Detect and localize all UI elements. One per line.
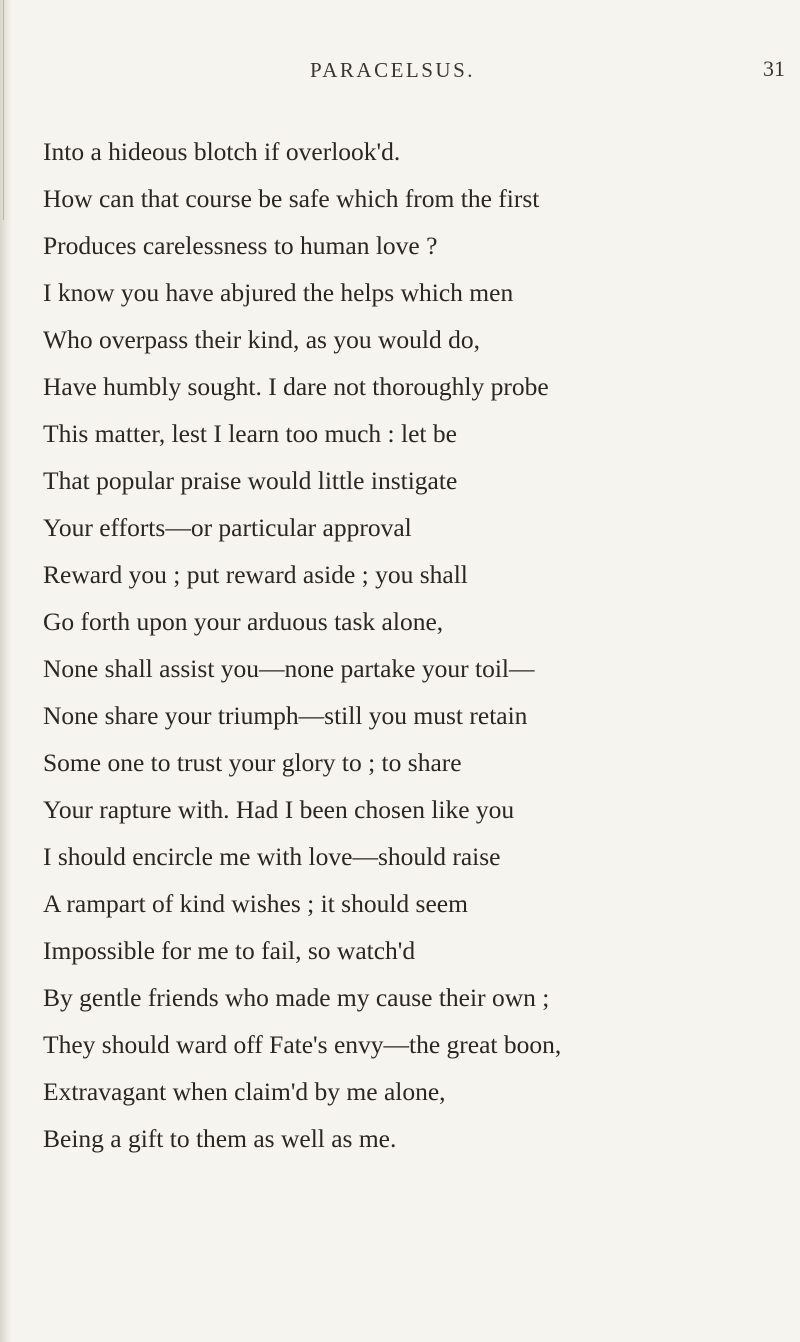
poem-line: Produces carelessness to human love ? (43, 231, 438, 260)
poem-line: Reward you ; put reward aside ; you shall (43, 560, 468, 589)
poem-line: Your rapture with. Had I been chosen like you (43, 795, 515, 824)
running-head (0, 58, 800, 88)
poem-line: That popular praise would little instigate (43, 466, 458, 495)
poem-text (43, 128, 561, 1162)
poem-line: By gentle friends who made my cause their own ; (43, 983, 550, 1012)
poem-line: I should encircle me with love—should raise (43, 842, 501, 871)
poem-line: Your efforts—or particular approval (43, 513, 412, 542)
page-edge (0, 0, 12, 1342)
poem-line: Extravagant when claim'd by me alone, (43, 1077, 446, 1106)
poem-line: Impossible for me to fail, so watch'd (43, 936, 416, 965)
running-title: PARACELSUS. (310, 58, 476, 82)
poem-line: Being a gift to them as well as me. (43, 1124, 397, 1153)
poem-line: Some one to trust your glory to ; to share (43, 748, 462, 777)
poem-line: I know you have abjured the helps which men (43, 278, 514, 307)
poem-line: How can that course be safe which from the first (43, 184, 540, 213)
poem-line: Who overpass their kind, as you would do, (43, 325, 480, 354)
poem-line: Into a hideous blotch if overlook'd. (43, 137, 401, 166)
poem-line: None shall assist you—none partake your toil— (43, 654, 535, 683)
page-number: 31 (763, 56, 785, 81)
poem-line: A rampart of kind wishes ; it should seem (43, 889, 468, 918)
poem-line: They should ward off Fate's envy—the great boon, (43, 1030, 562, 1059)
poem-line: Have humbly sought. I dare not thoroughly probe (43, 372, 549, 401)
poem-line: None share your triumph—still you must retain (43, 701, 528, 730)
poem-line: Go forth upon your arduous task alone, (43, 607, 444, 636)
poem-line: This matter, lest I learn too much : let be (43, 419, 457, 448)
